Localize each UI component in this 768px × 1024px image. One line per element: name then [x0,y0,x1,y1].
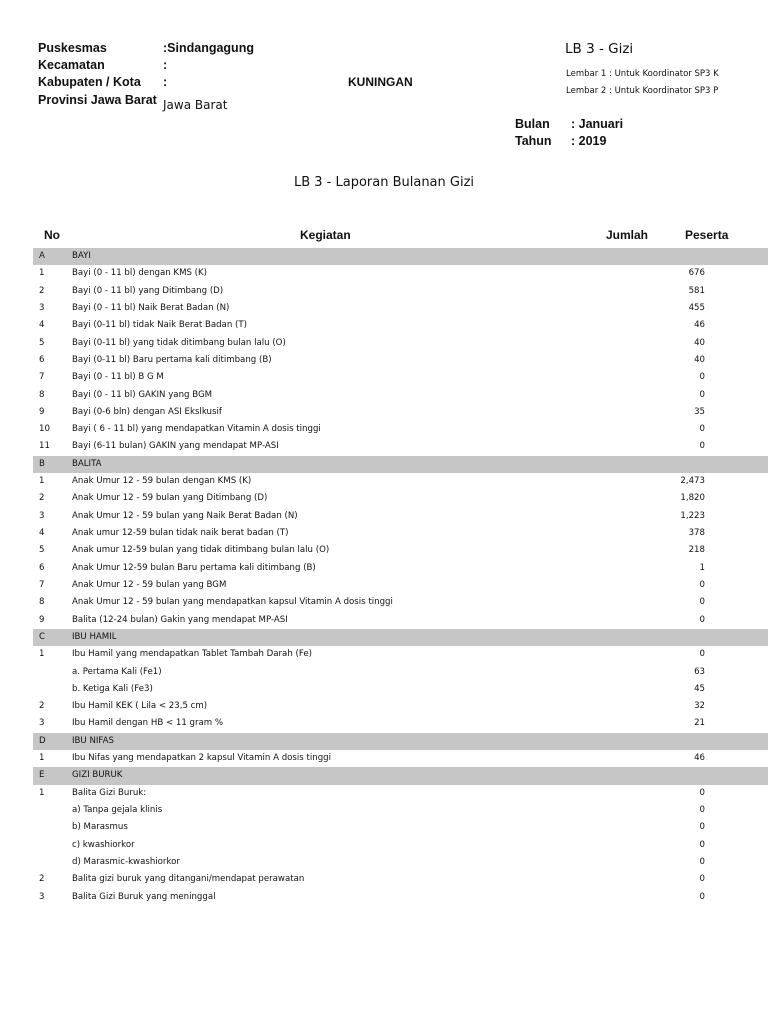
row-kegiatan: Bayi (0-6 bln) dengan ASI Ekslkusif [72,406,222,417]
row-jumlah: 21 [694,718,705,729]
table-row [33,335,768,352]
row-kegiatan: Balita gizi buruk yang ditangani/mendapat perawatan [72,874,305,885]
row-kegiatan: Balita Gizi Buruk yang meninggal [72,891,216,902]
row-no: 3 [39,510,45,521]
table-row [33,542,768,559]
row-jumlah: 46 [694,320,705,331]
row-jumlah: 40 [694,337,705,348]
table-row [33,387,768,404]
table-row [33,560,768,577]
table-row [33,698,768,715]
report-title: LB 3 - Laporan Bulanan Gizi [293,175,475,190]
row-kegiatan: Balita Gizi Buruk: [72,787,147,798]
row-jumlah: 1,820 [680,493,705,504]
row-jumlah: 0 [699,787,705,798]
row-no: 8 [39,389,45,400]
row-no: 1 [39,268,45,279]
section-row [33,248,768,265]
row-no: 4 [39,528,45,538]
form-code: LB 3 - Gizi [565,41,634,57]
row-no: 3 [39,891,45,902]
row-kegiatan: Anak umur 12-59 bulan yang tidak ditimbang bulan lalu (O) [72,545,330,556]
row-jumlah: 0 [699,856,705,867]
row-kegiatan: Anak umur 12-59 bulan tidak naik berat badan (T) [72,528,289,538]
row-kegiatan: Bayi (0 - 11 bl) B G M [72,372,164,383]
row-kegiatan: b) Marasmus [72,822,128,833]
row-no: 4 [39,320,45,331]
row-jumlah: 0 [699,372,705,383]
row-kegiatan: Anak Umur 12 - 59 bulan dengan KMS (K) [72,476,252,487]
row-kegiatan: Anak Umur 12 - 59 bulan yang mendapatkan kapsul Vitamin A dosis tinggi [72,597,393,608]
row-kegiatan: Bayi (0-11 bl) Baru pertama kali ditimbang (B) [72,354,272,365]
row-no: 7 [39,579,45,590]
row-no: B [39,458,45,469]
row-jumlah: 0 [699,649,705,660]
kecamatan-label: Kecamatan [38,58,105,72]
row-no: 1 [39,787,45,798]
row-kegiatan: Ibu Hamil KEK ( Lila < 23,5 cm) [72,701,208,712]
table-row [33,664,768,681]
row-jumlah: 581 [688,285,705,296]
col-jumlah: Jumlah [606,228,649,242]
row-jumlah: 0 [699,389,705,400]
row-kegiatan: a. Pertama Kali (Fe1) [72,666,162,677]
row-jumlah: 32 [694,701,705,712]
section-row [33,733,768,750]
kabupaten-label: Kabupaten / Kota [38,75,141,89]
table-row [33,577,768,594]
table-row [33,421,768,438]
puskesmas-label: Puskesmas [38,41,107,55]
row-no: 6 [39,354,45,365]
row-no: E [39,770,45,781]
row-no: 5 [39,337,45,348]
row-jumlah: 0 [699,614,705,625]
kecamatan-value: : [163,58,168,72]
row-no: 2 [39,874,45,885]
row-kegiatan: Anak Umur 12 - 59 bulan yang BGM [72,579,227,590]
row-kegiatan: Bayi (0-11 bl) yang tidak ditimbang bulan lalu (O) [72,337,286,348]
row-jumlah: 378 [688,528,705,538]
table-row [33,352,768,369]
table-row [33,646,768,663]
lembar-1-note: Lembar 1 : Untuk Koordinator SP3 K [566,69,719,79]
row-jumlah: 0 [699,597,705,608]
row-kegiatan: Anak Umur 12 - 59 bulan yang Naik Berat Badan (N) [72,510,298,521]
row-no: 3 [39,302,45,313]
row-jumlah: 0 [699,822,705,833]
row-no: 1 [39,753,45,764]
row-no: 1 [39,649,45,660]
section-row [33,767,768,784]
lembar-2-note: Lembar 2 : Untuk Koordinator SP3 P [566,86,719,96]
table-row [33,265,768,282]
row-no: 8 [39,597,45,608]
col-no: No [44,228,60,242]
row-kegiatan: BALITA [72,458,102,469]
table-row [33,837,768,854]
row-jumlah: 1,223 [680,510,705,521]
row-jumlah: 676 [688,268,705,279]
row-jumlah: 0 [699,441,705,452]
table-row [33,369,768,386]
col-kegiatan: Kegiatan [300,228,351,242]
row-no: 9 [39,614,45,625]
row-kegiatan: IBU HAMIL [72,631,117,642]
table-row [33,490,768,507]
row-kegiatan: Ibu Hamil dengan HB < 11 gram % [72,718,224,729]
table-row [33,681,768,698]
row-no: 2 [39,285,45,296]
row-kegiatan: Balita (12-24 bulan) Gakin yang mendapat MP-ASI [72,614,288,625]
puskesmas-value: :Sindangagung [163,41,254,55]
row-jumlah: 35 [694,406,705,417]
row-kegiatan: Anak Umur 12-59 bulan Baru pertama kali ditimbang (B) [72,562,316,573]
row-kegiatan: GIZI BURUK [72,770,123,781]
row-jumlah: 1 [699,562,705,573]
table-header [0,224,768,244]
row-no: 1 [39,476,45,487]
section-row [33,629,768,646]
row-kegiatan: Bayi (0 - 11 bl) dengan KMS (K) [72,268,208,279]
section-row [33,456,768,473]
table-row [33,508,768,525]
bulan-value: : Januari [571,117,624,131]
row-jumlah: 0 [699,579,705,590]
table-row [33,525,768,542]
row-kegiatan: BAYI [72,251,91,261]
row-kegiatan: Anak Umur 12 - 59 bulan yang Ditimbang (D) [72,493,268,504]
table-row [33,438,768,455]
row-kegiatan: b. Ketiga Kali (Fe3) [72,683,153,694]
table-row [33,612,768,629]
table-row [33,283,768,300]
table-row [33,854,768,871]
row-no: 2 [39,493,45,504]
row-jumlah: 2,473 [680,476,705,487]
row-kegiatan: Bayi (0 - 11 bl) Naik Berat Badan (N) [72,302,230,313]
tahun-label: Tahun [515,134,552,148]
row-no: D [39,735,46,746]
row-jumlah: 0 [699,891,705,902]
row-kegiatan: Bayi (0 - 11 bl) yang Ditimbang (D) [72,285,224,296]
kabupaten-value: : [163,75,168,89]
table-row [33,819,768,836]
report-table [33,248,768,906]
row-jumlah: 0 [699,874,705,885]
row-kegiatan: Ibu Nifas yang mendapatkan 2 kapsul Vitamin A dosis tinggi [72,753,331,764]
row-no: 11 [39,441,50,452]
table-row [33,715,768,732]
table-row [33,889,768,906]
row-no: 3 [39,718,45,729]
row-no: 10 [39,424,50,435]
bulan-label: Bulan [515,117,550,131]
row-no: 9 [39,406,45,417]
table-row [33,300,768,317]
provinsi-label: Provinsi Jawa Barat [38,93,157,107]
table-row [33,594,768,611]
kabupaten-name: KUNINGAN [348,75,413,89]
table-row [33,785,768,802]
row-jumlah: 63 [694,666,705,677]
row-kegiatan: Bayi ( 6 - 11 bl) yang mendapatkan Vitamin A dosis tinggi [72,424,321,435]
table-row [33,404,768,421]
tahun-value: : 2019 [571,134,607,148]
row-kegiatan: a) Tanpa gejala klinis [72,805,163,815]
table-row [33,871,768,888]
row-jumlah: 40 [694,354,705,365]
row-jumlah: 455 [688,302,705,313]
table-row [33,473,768,490]
row-kegiatan: Bayi (6-11 bulan) GAKIN yang mendapat MP-ASI [72,441,279,452]
row-no: C [39,631,46,642]
table-row [33,317,768,334]
row-no: A [39,251,45,261]
row-jumlah: 0 [699,805,705,815]
row-jumlah: 218 [688,545,705,556]
row-jumlah: 0 [699,839,705,850]
row-kegiatan: Bayi (0 - 11 bl) GAKIN yang BGM [72,389,213,400]
provinsi-value: Jawa Barat [163,98,228,112]
row-kegiatan: Bayi (0-11 bl) tidak Naik Berat Badan (T) [72,320,247,331]
row-jumlah: 45 [694,683,705,694]
col-peserta: Peserta [685,228,729,242]
row-kegiatan: IBU NIFAS [72,735,114,746]
row-no: 6 [39,562,45,573]
row-no: 5 [39,545,45,556]
row-jumlah: 0 [699,424,705,435]
row-no: 7 [39,372,45,383]
row-jumlah: 46 [694,753,705,764]
row-kegiatan: d) Marasmic-kwashiorkor [72,856,180,867]
row-no: 2 [39,701,45,712]
row-kegiatan: Ibu Hamil yang mendapatkan Tablet Tambah Darah (Fe) [72,649,312,660]
table-row [33,750,768,767]
row-kegiatan: c) kwashiorkor [72,839,135,850]
table-row [33,802,768,819]
